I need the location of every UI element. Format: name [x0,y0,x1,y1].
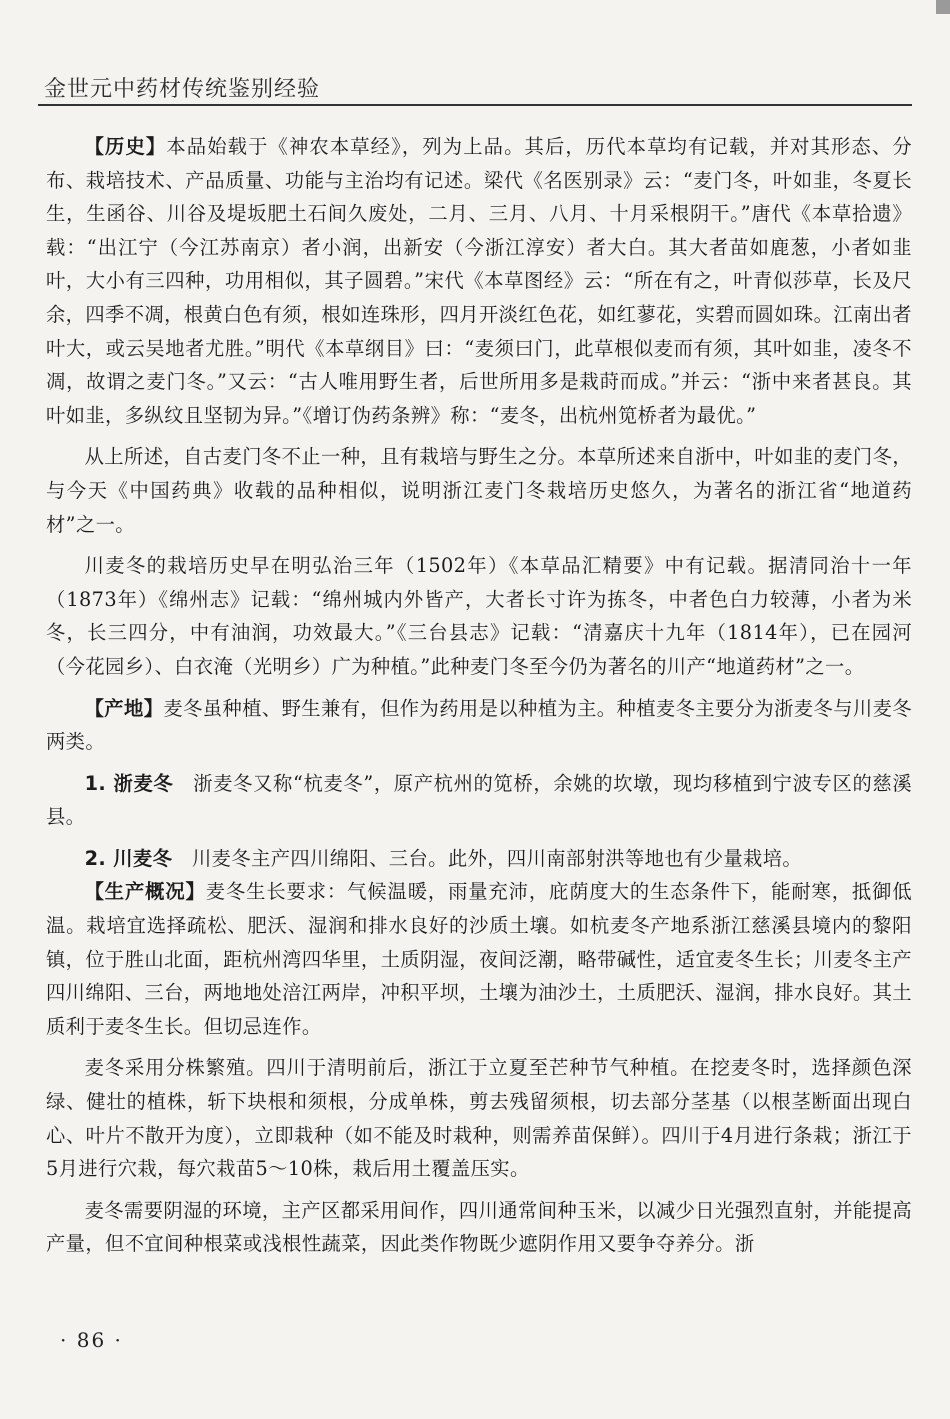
running-header: 金世元中药材传统鉴别经验 [44,77,321,102]
production-paragraph-3: 麦冬需要阴湿的环境，主产区都采用间作，四川通常间种玉米，以减少日光强烈直射，并能提高产量，但不宜间种根菜或浅根性蔬菜，因此类作物既少遮阴作用又要争夺养分。浙 [46,1198,912,1256]
history-paragraph-2: 从上所述，自古麦门冬不止一种，且有栽培与野生之分。本草所述来自浙中，叶如韭的麦门冬，与今天《中国药典》收载的品种相似，说明浙江麦门冬栽培历史悠久，为著名的浙江省“地道药材”之一。 [46,445,912,536]
scan-edge-mark [936,0,950,14]
origin-text: 麦冬虽种植、野生兼有，但作为药用是以种植为主。种植麦冬主要分为浙麦冬与川麦冬两类。 [46,696,912,754]
history-paragraph-1 [46,130,912,432]
production-text-1: 麦冬生长要求：气候温暖，雨量充沛，庇荫度大的生态条件下，能耐寒，抵御低温。栽培宜选择疏松、肥沃、湿润和排水良好的沙质土壤。如杭麦冬产地系浙江慈溪县境内的黎阳镇，位于胜山北面，距杭州湾四华里，土质阴湿，夜间泛潮，略带碱性，适宜麦冬生长；川麦冬主产四川绵阳、三台，两地地处涪江两岸，冲积平坝，土壤为油沙土，土质肥沃、湿润，排水良好。其土质利于麦冬生长。但切忌连作。 [46,880,913,1038]
origin-item-zhe-label: 1. 浙麦冬 [84,771,174,795]
header-rule [38,104,912,106]
origin-item-zhe-text: 浙麦冬又称“杭麦冬”，原产杭州的笕桥，余姚的坎墩，现均移植到宁波专区的慈溪县。 [46,771,913,829]
history-paragraph-3: 川麦冬的栽培历史早在明弘治三年（1502年）《本草品汇精要》中有记载。据清同治十一年（1873年）《绵州志》记载：“绵州城内外皆产，大者长寸许为拣冬，中者色白力较薄，小者为米冬，长三四分，中有油润，功效最大。”《三台县志》记载：“清嘉庆十九年（1814年），已在园河（今花园乡）、白衣淹（光明乡）广为种植。”此种麦门冬至今仍为著名的川产“地道药材”之一。 [46,554,912,678]
origin-paragraph [46,692,912,759]
origin-item-zhe [46,767,912,834]
production-heading: 【生产概况】 [84,880,206,904]
page-number: · 86 · [60,1328,123,1352]
history-heading: 【历史】 [84,135,167,158]
origin-item-chuan-text: 川麦冬主产四川绵阳、三台。此外，四川南部射洪等地也有少量栽培。 [191,846,803,870]
origin-heading: 【产地】 [84,696,164,720]
origin-item-chuan-label: 2. 川麦冬 [84,846,173,870]
history-text-1: 本品始载于《神农本草经》，列为上品。其后，历代本草均有记载，并对其形态、分布、栽培技术、产品质量、功能与主治均有记述。梁代《名医别录》云：“麦门冬，叶如韭，冬夏长生，生函谷、川谷及堤坂肥土石间久废处，二月、三月、八月、十月采根阴干。”唐代《本草拾遗》载：“出江宁（今江苏南京）者小润，出新安（今浙江淳安）者大白。其大者苗如鹿葱，小者如韭叶，大小有三四种，功用相似，其子圆碧。”宋代《本草图经》云：“所在有之，叶青似莎草，长及尺余，四季不凋，根黄白色有须，根如连珠形，四月开淡红色花，如红蓼花，实碧而圆如珠。江南出者叶大，或云吴地者尤胜。”明代《本草纲目》曰：“麦须曰门，此草根似麦而有须，其叶如韭，凌冬不凋，故谓之麦门冬。”又云：“古人唯用野生者，后世所用多是栽莳而成。”并云：“浙中来者甚良。其叶如韭，多纵纹且坚韧为异。”《增订伪药条辨》称：“麦冬，出杭州笕桥者为最优。” [46,135,912,427]
body-text [46,130,912,1261]
production-paragraph-1 [46,875,912,1043]
origin-item-chuan [46,842,912,876]
production-paragraph-2: 麦冬采用分株繁殖。四川于清明前后，浙江于立夏至芒种节气种植。在挖麦冬时，选择颜色深绿、健壮的植株，斩下块根和须根，分成单株，剪去残留须根，切去部分茎基（以根茎断面出现白心、叶片不散开为度），立即栽种（如不能及时栽种，则需养苗保鲜）。四川于4月进行条栽；浙江于5月进行穴栽，每穴栽苗5～10株，栽后用土覆盖压实。 [46,1056,912,1181]
